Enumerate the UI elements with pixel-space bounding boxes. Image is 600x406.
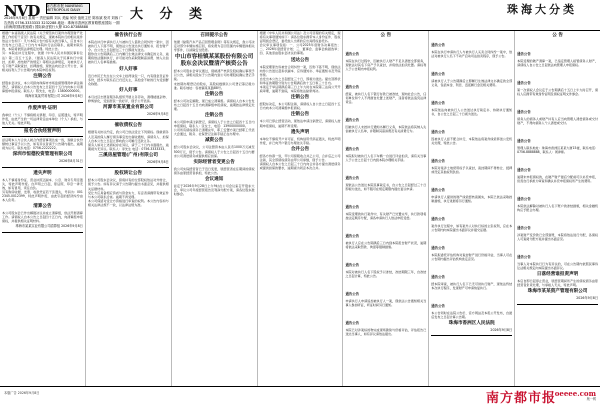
article-headline: 公 告 [552,33,563,38]
article-body: 经各方协商一致，甲公司拟吸收合并乙公司，合并后乙公司注销，其全部债权债务由甲公司承继，现予公告。 [259,153,341,162]
notice-body: 管理人联系地址：珠海市香洲区某某大厦15楼，联系电话：0756-8888888，联系人：周律师。 [517,146,599,154]
notice-label: 通告公告 [517,81,531,85]
article-signature: 珠海市某某实业有限公司清算组 2026年9月8日 [15,224,83,229]
article-body: 会议审议事项包括：一、公司2025年度财务决算报告；二、2026年度经营计划；三、董事会、监事会换届选举；四、其他需由股东会决议的事项。 [259,43,341,56]
article-headline: 公 告 [380,33,392,38]
article-body: 本公司拟申请注销登记，请债权人于公告之日起四十五日内申报债权，联系人：张女士，电话：13900000000。 [173,120,255,129]
notice-block [345,164,426,191]
article-headline: 注销公告 [204,113,224,119]
notice-block [431,89,512,116]
article-signature: 2026年8月31日 [59,159,83,164]
article-body: 公司所有债权债务已清理完毕，职工安置方案已经职工代表大会通过，税务、社保登记注销手续正在办理中。 [173,128,255,137]
article-body: 近日市民王先生在公交车上拾得钱包一只，内有现金及证件多份，经多方联系后已归还失主，其拾金不昧的行为受到群众称赞。 [87,73,169,86]
article-body: 未按期办理登记的股东，其股权数额以公司登记簿记载为准。联系地址：容桂镇某某路88号。 [173,81,255,90]
footer-brand: 南方都市报 [485,391,556,406]
news-column [515,31,600,386]
notice-block [431,176,512,203]
article-headline: 合并公告 [290,146,310,152]
article-headline: 股权转让公告 [114,171,143,177]
divider [431,335,512,336]
article-headline: 作废声明·证明 [27,105,58,111]
notice-label: 通告公告 [345,147,359,151]
article-body: 本店自即日起停止营业，原经营期间所产生的债权债务由原经营者负责处理，与承租人无关，特此声明。 [517,279,599,288]
notice-block [431,31,512,58]
article-headline: 注销公告 [290,95,310,101]
article-body: 经本公司决定解散，现已成立清算组。请债权人自本公告发布之日起四十五日内向清算组申报债权，逾期按法律规定处理。 [173,98,255,111]
notice-body: 逾期未申报债权的，在破产财产最后分配前可以补充申报，但需自行承担为审查和确认补充申报债权所产生的费用。 [517,175,599,183]
notice-block [345,73,426,104]
article-headline: 珠海市某某资产管理有限公司 [527,289,588,295]
news-column [343,31,429,386]
article-headline: 注销公告 [204,91,224,97]
article-body: 根据《中华人民共和国公司法》及公司章程的有关规定，现将有关事项通知如下：请各位股东携带本人身份证件、股权证明到会登记，委托他人出席的应出具授权委托书。 [259,31,341,44]
article-signature: 2026年9月8日 [490,328,513,332]
notice-label: 通告公告 [345,263,359,267]
article-body: 依据《缺陷汽车产品召回管理条例》等有关规定，我公司决定对部分车辆实施召回，将免费为召回范围内车辆更换相关零部件，以消除安全隐患。 [173,40,255,53]
notice-label: 通告公告 [517,110,531,114]
article-body: 本公司股东会已作出解散决议并成立清算组，依法开展清算工作。请债权人自本公告之日起四十五日内，向清算组申报债权，并提供相关证明材料。 [2,211,83,224]
article-body: 另有购房收据、发票、收款凭证若干张遗失，号码为：0012345-0012399，特此声明作废，由此引起的经济纠纷由本人负责。 [2,189,83,203]
notice-body: 当事人对本院执行行为有异议的，可在公告期内依照民事诉讼法相关规定向本院提出书面异议。 [517,262,599,270]
article-body: 本公司保留对受让方资格进行审查的权利。本公告内容如与相关法律法规不一致，以法律法规为准。 [87,198,169,207]
article-headline: 珠海市香洲区人民法院 [448,321,495,326]
notice-body: 因被执行人拒不配合执行，本院依法将案件线索移送公安机关处理，特此公告。 [431,137,513,145]
masthead [0,0,600,31]
article-headline: 三溪房屋管理(广州)有限公司 [98,152,159,158]
article-body: 债务人如对上述债权存在异议，请于三十日内书面提出，逾期视为无异议。联系人：李先生 电话：0756-3333333。 [87,142,169,151]
footer-subbrand: 奥一网 [586,397,596,401]
article-headline: 减资公告 [204,138,224,144]
section-title: 珠海大分类 [507,3,577,16]
notice-body: 第一次债权人会议定于公告期满后十五日上午九时召开，债权人应携带有效身份证明及债权证明文件参会。 [517,88,599,96]
notice-body: 涉案财产变价款已全部到账，本院将依法进行分配，各债权人可查阅分配方案并提出书面意见。 [517,233,599,241]
news-column [172,31,258,386]
notice-label: 通告公告 [431,72,445,76]
notice-label: 通告公告 [517,52,531,56]
notice-block [345,280,426,307]
article-body: 经本公司股东会决议，拟将持有的全部股权依法对外转让，现予公告。如有异议请于公告期内提出书面意见，并提供相关证据材料。 [87,178,169,191]
notice-block [431,234,512,261]
article-headline: 深圳市恒德投资管理有限公司 [12,152,73,158]
logo-badge-text: 南方都市报 NANFANG METROPOLIS DAILY [46,4,83,13]
notice-block [431,147,512,174]
article-headline: 好人好事 [119,87,138,93]
divider [88,167,169,168]
notice-label: 通告公告 [517,139,531,143]
notice-block [431,263,512,290]
article-signature: 2026年9月8日 [576,296,599,301]
notice-label: 通告公告 [345,292,359,296]
article-signature: 2026年9月8日 [146,112,169,117]
notice-label: 通告公告 [431,217,445,221]
notice-body: 现依法公告送达本院民事裁定书，自公告之日起经过三十日即视为送达，如不服可在规定期限内提出复议申请。 [345,183,427,191]
article-body: 本院在执行申请执行人与被执行人借款合同纠纷一案中，因被执行人下落不明，现依法公告送达执行通知书、报告财产令。自公告之日起经过三十日即视为送达。 [87,40,169,53]
news-column [258,31,344,386]
notice-label: 通告公告 [345,205,359,209]
newspaper-logo: NVD [4,2,40,20]
article-headline: 报名合伙经营声明 [2,127,83,137]
notice-block [345,40,426,71]
notice-body: 本院对案涉土地使用权予以查封，查封期间不得转让、抵押或设定其他权利负担。 [431,166,513,174]
notice-label: 通告公告 [517,197,531,201]
article-headline: 实际经营者变更公告 [193,159,235,165]
notice-body: 请被执行人于公告期满后立即履行生效法律文书确定的全部义务，包括本金、利息、迟延履行金及相关费用。 [431,79,513,87]
notice-label: 通告公告 [431,130,445,134]
article-body: 本单位不慎将开户许可证、机构信用代码证遗失，特此声明作废，并已向开户银行办理挂失手续。 [259,136,341,145]
notice-body: 被执行人应在公告期满后三日内到本院报告财产状况，逾期将依法采取罚款、拘留等强制措施。 [345,241,427,249]
news-column [86,31,172,386]
notice-block [431,292,512,319]
notice-label: 通告公告 [345,176,359,180]
notice-label: 通告公告 [431,304,445,308]
notice-block [517,98,598,125]
article-body: 受让方应具备相应资质与资金实力，有意者请携带有效证件与本公司联系洽谈。逾期不再受理。 [87,190,169,199]
notice-block [517,127,598,154]
notice-body: 本院受理的破产清算一案，已指定管理人接管债务人财产，请债权人自公告之日起依法向管理人申报债权。 [517,59,599,67]
notice-body: 经查，被执行人名下银行存款已被冻结，现向社会公告，任何单位和个人不得擅自处置上述财产，违者将依法追究法律责任。 [345,92,427,104]
notice-block [345,106,426,133]
notice-label: 通告公告 [517,168,531,172]
notice-body: 申请执行人申请追加被执行人一案，现依法公告通知相关当事人参加听证，听证时间另行通知。 [345,299,427,307]
notice-block [345,222,426,249]
notice-label: 通告公告 [431,43,445,47]
article-body: 我公司实际经营者已于近日变更，原经营者在任期间的债权债务由原经营者承担，特此公告。 [173,166,255,175]
notice-body: 案件执行过程中，如有案外人对执行标的主张权利，应在本公告期内向本院提出书面异议并提交证据。 [431,224,513,232]
notice-body: 本院对被执行人名下股权予以冻结，冻结期限三年，自冻结之日起计算，特此公告。 [345,270,427,278]
notice-body: 本院在执行申请执行人与被执行人买卖合同纠纷一案中，依法对被执行人名下不动产启动司法拍卖程序，现予公告。 [431,50,513,58]
article-body: 另：本院在执行过程中，依据《中华人民共和国民事诉讼法》第二百五十五条、《最高人民法院关于民事执行中查封、扣押、冻结财产的规定》等相关法律规定，对被执行人名下财产采取查封、扣押措施，现依法向社会公开公告，请相关权利人于公告期内向本院申报权利。 [2,51,83,72]
notice-body: 本院拟对被执行人名下车辆一台进行评估拍卖，请有关当事人于公告之日起十日内到本院办理相关手续。 [345,154,427,162]
notice-block [431,60,512,87]
article-body: 经股东会决议，本公司拟向珠海市市场监督管理局申请注销登记，请债权人自本公告发布之日起四十五日内向本公司清算组申报债权。联系人：陈先生，电话：13800000000。 [2,80,83,94]
article-signature: 珠海市某某贸易有限公司 2026年9月8日 [25,94,83,99]
article-headline: 河源市某某置业有限公司 [103,105,154,111]
news-column [429,31,515,386]
notice-block [517,69,598,96]
notice-body: 经本院审查，被执行人名下已无可供执行财产，现依法终结本次执行程序，发现财产可申请恢复执行。 [431,282,513,290]
notice-label: 通告公告 [431,101,445,105]
notice-body: 本院受理的执行案件中，有关财产已处置完毕，执行款项将按法定顺序分配，请各申请执行人依法申报受偿。 [345,212,427,220]
footer-date: 本版广告 2026年9月8日 [4,391,40,395]
article-headline: 中山市容桂镇某某股份有限公司股东会决议暨清产核资公告 [174,54,254,68]
notice-block [345,193,426,220]
notice-label: 通告公告 [345,52,359,56]
article-body: 兹定于2026年9月28日上午9时在公司会议室召开股东大会，审议公司年度经营报告及利润分配方案，请各位股东准时参会。 [173,183,255,197]
notice-body: 本院依法解除对被执行人名下账户的冻结措施，相关金融机构应予配合办理。 [517,204,599,212]
notice-block [517,214,598,241]
article-headline: 日落经营谁担责声明 [536,272,579,277]
article-body: 根据广东省高级人民法院《关于规范执行案件办理及财产处置工作的若干意见》的有关规定，现就本院执行的相关案件依法公告如下：凡与本院公告内容有关的当事人，应自本公告发布之日起三十日内与本院执行法官联系，逾期未联系的，本院将依照法律规定处理。特此公告。 [2,31,83,52]
divider [517,304,598,305]
notice-label: 通告公告 [431,188,445,192]
notice-body: 本院已对涉案标的物完成现场勘验与价格评估，评估报告已送达当事人，如有异议请依法提出。 [345,328,427,336]
notice-block [345,135,426,162]
notice-label: 通告公告 [431,275,445,279]
notice-body: 债务人的债务人或财产持有人应当向管理人清偿债务或交付财产，不得向债务人个人清偿或交付。 [517,117,599,125]
article-body: 本月社区志愿者服务队组织开展义务劳动，清理楼道杂物、修剪绿化，受到居民一致好评，现予公开表扬。 [87,94,169,103]
news-column [0,31,86,386]
notice-label: 通告公告 [345,234,359,238]
article-body: 自发出本公告之日起经过三十日，即视为送达。提出答辩状和举证的期限分别为公告期满后的十五日和三十日内。 [259,76,341,85]
notice-block [517,185,598,212]
article-headline: 清算公告 [33,204,52,210]
article-headline: 送达公告 [290,57,310,63]
article-headline: 催告执行公告 [114,33,143,38]
notice-block [517,40,598,67]
article-body: 我单位（个人）不慎将相关票据、印章、证照遗失，特声明作废，由此产生的一切法律责任由本单位（个人）承担，与他人无关。特此声明。 [2,112,83,125]
divider [2,102,83,103]
article-body: 本人不慎将身份证、营业执照正副本、公章、财务专用章遗失，特此声明作废。自声明之日起，原证照、印章一律无效，如有冒用，责任自负。 [2,177,83,190]
notice-label: 通告公告 [517,226,531,230]
notice-body: 本院在执行过程中，因被执行人财产不足以清偿全部债务，现依法对其名下房产予以查封，并将依法拍卖处置。请权利人于公告期内申报权利。 [345,59,427,71]
notice-block [517,156,598,183]
notice-body: 本院拟委托评估机构对查封财产进行价格评估，当事人可在公告期内提出评估机构选定意见。 [431,253,513,261]
notice-label: 通告公告 [517,255,531,259]
article-headline: 会议通知 [204,176,224,182]
divider [88,119,169,120]
article-body: 请债权人自本公告之日起三十日内向合并各方提出清偿债务或提供担保的要求，逾期视为同意本次合并。 [259,161,341,171]
page-footer [0,386,600,406]
article-body: 经公司股东会决议，公司注册资本由人民币1000万元减至500万元，现予公告。请债权人于公告之日起四十五日内要求公司清偿债务或提供相应担保。 [173,145,255,158]
column-grid [0,31,600,386]
article-body: 兹证明本人与合伙人就合作经营事项达成一致，现就合伙份额转让事宜予以公告，如有异议者请于公告期内提出，逾期视为认可。联系电话：0756-2222222。 [2,137,83,151]
notice-block [345,251,426,278]
notice-body: 本公告同时在法院公告栏、官方网站及本报公开发布，自最后发布之日起计算公告期。 [431,311,513,319]
article-headline: 催收债权公告 [114,123,143,129]
notice-block [431,118,512,145]
article-body: 本院受理原告诉被告合同纠纷一案，因你下落不明，现依法向你公告送达起诉状副本、应诉通知书、举证通知书及开庭传票。 [259,64,341,77]
notice-block [431,205,512,232]
divider [2,232,83,233]
notice-body: 因被执行人未按执行通知书履行义务，本院依法将其纳入失信被执行人名单，并限制其高消费及有关消费行为。 [345,125,427,133]
footer-website: oeeee.com [554,389,596,398]
article-headline: 好人好事 [119,66,138,72]
notice-label: 通告公告 [431,159,445,163]
article-headline: 召回提示公告 [200,33,228,38]
article-headline: 遗失声明 [33,170,52,176]
notice-block [345,309,426,336]
article-body: 根据有关协议约定，我公司已依法受让下列债权。现就债务人及其担保人履行债务事宜发出催收通知，请债务人、担保人自本公告之日起立即向我公司履行还款义务。 [87,130,169,143]
notice-label: 通告公告 [345,321,359,325]
divider [2,167,83,168]
notice-label: 通告公告 [345,118,359,122]
article-body: 本案定于举证期满后第三日上午九时在本院第三法庭公开开庭审理，逾期不到庭，本院将依法缺席判决。 [259,85,341,94]
article-headline: 注销公告 [33,73,52,79]
article-headline: 遗失声明 [290,129,310,135]
page-title: 大 分 类 [130,7,209,22]
article-body: 经本公司股东会审议通过，现就清产核资及股权确认事项予以公告，请相关股东于公告期内到公司办理股权确认登记手续。 [173,69,255,82]
notice-block [517,243,598,270]
article-signature: 2026年9月8日 [146,159,169,164]
notice-label: 通告公告 [345,85,359,89]
article-body: 本公司已停止经营活动，现依法申请注销登记，请债权人按期申报债权，逾期不再受理。 [259,119,341,128]
notice-label: 通告公告 [431,246,445,250]
notice-body: 本院依法向被执行人公告送达执行裁定书、协助执行通知书，自公告之日起三十日视为送达。 [431,108,513,116]
notice-body: 申请执行人提供的财产线索经核查属实，本院已依法采取控制措施，执行进展将另行通知。 [431,195,513,203]
article-body: 经股东决定，本公司拟注销，请债权人自公告之日起四十五日内向本公司清算组申报债权。 [259,102,341,111]
article-body: 限你自公告期满后三日内履行生效法律文书确定的义务，逾期将依法强制执行，并可能对你采取限制高消费、纳入失信被执行人名单等措施。 [87,52,169,65]
article-headline: 注销公告 [290,112,310,118]
masthead-meta: 2026年9月8日 星期一 责任编辑 刘兵 美编 何欣 值班主任 陈伟斌 校对 刘蓉 广告热线 0756-3333333 3232288 地址：珠海市香洲区教育路银座国际 一期(前海湾国际银座路) 国际商业银行大厦 020-87388888 [4,16,123,30]
